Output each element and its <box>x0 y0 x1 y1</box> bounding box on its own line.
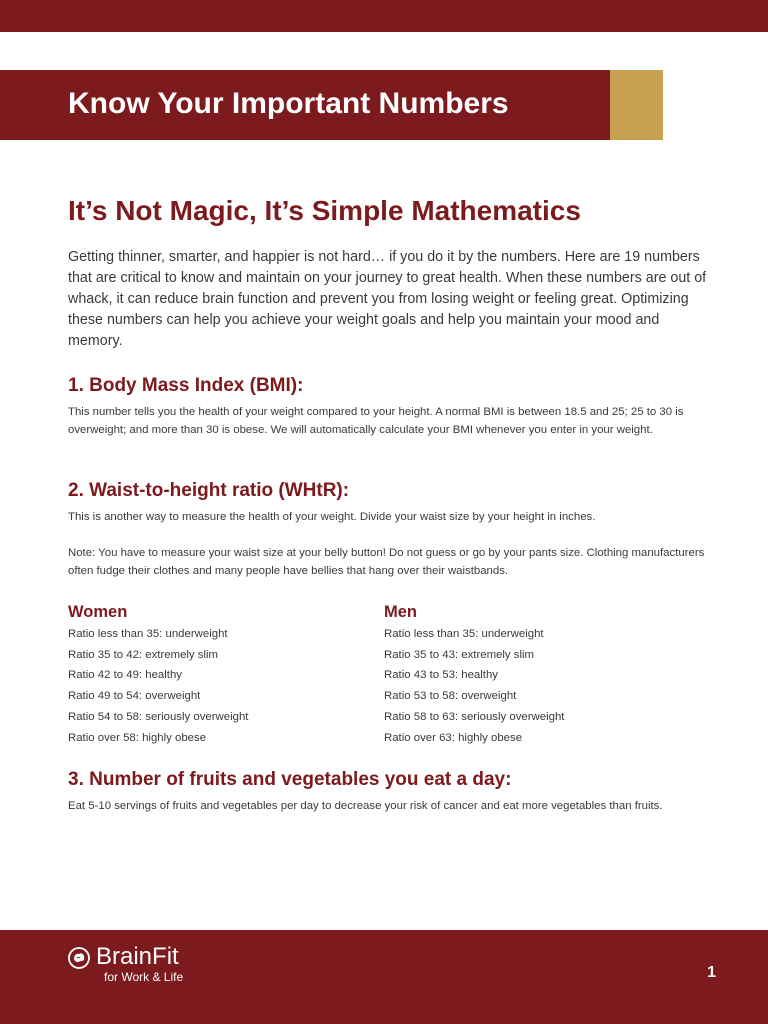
section-heading-bmi: 1. Body Mass Index (BMI): <box>68 375 304 396</box>
top-bar <box>0 0 768 32</box>
list-item: Ratio 42 to 49: healthy <box>68 669 182 682</box>
list-item: Ratio less than 35: underweight <box>384 628 544 640</box>
women-ratio-column <box>68 601 368 748</box>
brain-icon <box>68 947 90 969</box>
intro-paragraph: Getting thinner, smarter, and happier is not hard… if you do it by the numbers. Here are 19 numbers that are critical to know and maintain on your journey to great health. When these numbers are out of whack, it can reduce brain function and prevent you from losing weight or feeling great. Optimizing these numbers can help you achieve your weight goals and help you maintain your mood and memory. <box>68 249 707 349</box>
women-ratio-list <box>68 624 368 748</box>
list-item: Ratio over 63: highly obese <box>384 731 523 744</box>
men-ratio-column <box>384 601 684 748</box>
section-heading-whtr: 2. Waist-to-height ratio (WHtR): <box>68 480 350 501</box>
list-item: Ratio 49 to 54: overweight <box>68 690 201 703</box>
page-number: 1 <box>707 964 716 981</box>
list-item: Ratio over 58: highly obese <box>68 731 207 744</box>
banner-accent <box>610 70 663 140</box>
list-item: Ratio 35 to 42: extremely slim <box>68 648 219 661</box>
logo-tagline: for Work & Life <box>104 970 184 984</box>
section-heading-fruits-vegetables: 3. Number of fruits and vegetables you eat a day: <box>68 769 512 790</box>
list-item: Ratio 58 to 63: seriously overweight <box>384 710 565 723</box>
men-heading: Men <box>384 603 417 621</box>
section-text-whtr: This is another way to measure the health of your weight. Divide your waist size by your height in inches. <box>68 511 596 523</box>
list-item: Ratio 53 to 58: overweight <box>384 690 517 703</box>
list-item: Ratio 54 to 58: seriously overweight <box>68 710 249 723</box>
list-item: Ratio 43 to 53: healthy <box>384 669 498 682</box>
section-text-fruits-vegetables: Eat 5-10 servings of fruits and vegetables per day to decrease your risk of cancer and eat more vegetables than fruits. <box>68 800 663 812</box>
main-heading: It’s Not Magic, It’s Simple Mathematics <box>68 195 581 226</box>
men-ratio-list <box>384 624 684 748</box>
logo-brand-name: BrainFit <box>96 943 179 970</box>
page-title: Know Your Important Numbers <box>68 87 509 120</box>
brainfit-logo <box>68 945 228 990</box>
list-item: Ratio 35 to 43: extremely slim <box>384 648 535 661</box>
section-text-bmi: This number tells you the health of your weight compared to your height. A normal BMI is between 18.5 and 25; 25 to 30 is overweight; and more than 30 is obese. We will automatically calculate your BMI whenever you enter in your weight. <box>68 406 684 436</box>
section-note-whtr: Note: You have to measure your waist size at your belly button! Do not guess or go by your pants size. Clothing manufacturers often fudge their clothes and many people have bellies that hang over their waistbands. <box>68 547 705 577</box>
list-item: Ratio less than 35: underweight <box>68 628 228 640</box>
women-heading: Women <box>68 603 128 621</box>
